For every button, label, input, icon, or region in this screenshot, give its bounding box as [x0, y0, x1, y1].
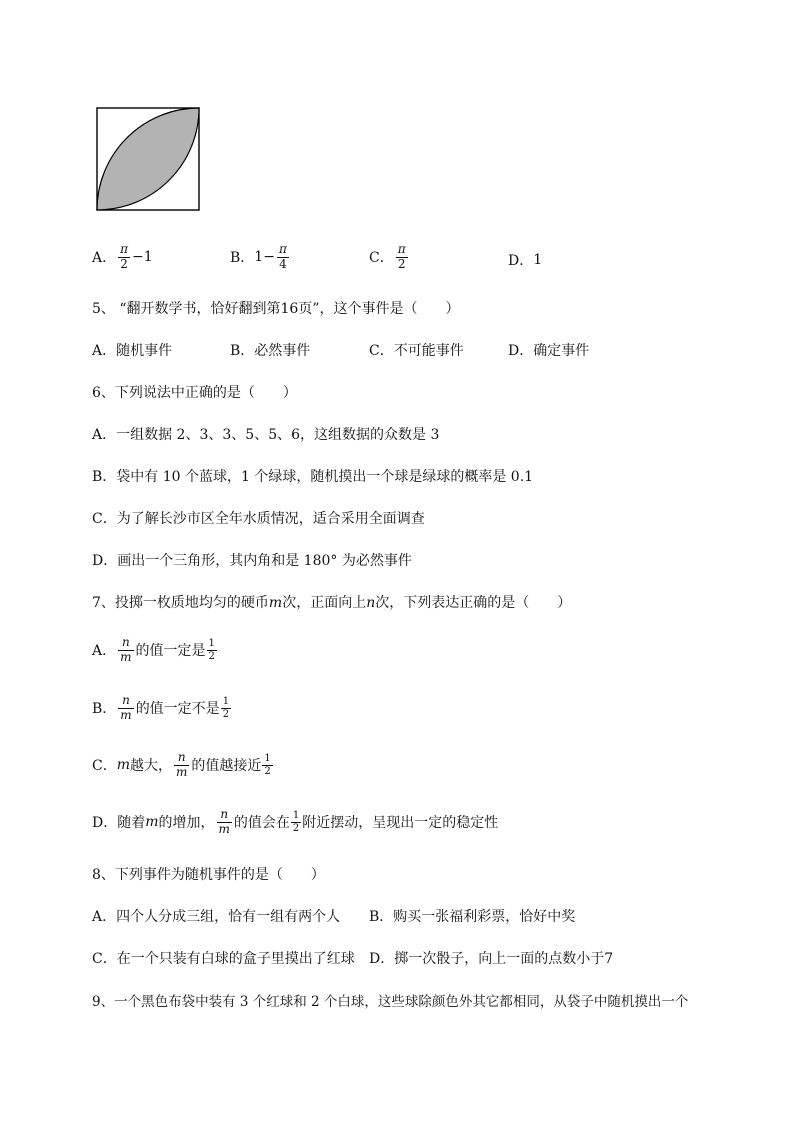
- q7-stem: 7、投掷一枚质地均匀的硬币m次，正面向上n次，下列表达正确的是（ ）: [92, 595, 572, 611]
- fraction-n-over-m: $\frac{n}{m}$: [218, 807, 230, 836]
- q7-option-c[interactable]: C． m 越大， $\frac{n}{m}$ 的值越接近 $\frac{1}{2}$: [92, 750, 271, 779]
- fraction-denominator: 2: [396, 257, 408, 272]
- fraction-half: $\frac{1}{2}$: [208, 638, 215, 662]
- fraction-denominator: 2: [118, 257, 130, 272]
- option-prefix: 1−: [254, 249, 275, 266]
- q4-option-c[interactable]: [369, 243, 410, 272]
- option-text: 1: [533, 252, 543, 268]
- fraction: [277, 243, 289, 272]
- option-letter: D．: [508, 253, 534, 269]
- q9-stem: 9、一个黑色布袋中装有 3 个红球和 2 个白球，这些球除颜色外其它都相同，从袋子中随机摸出一个: [92, 994, 689, 1010]
- fraction-half: $\frac{1}{2}$: [264, 753, 271, 777]
- option-suffix: −1: [132, 249, 153, 266]
- q8-stem: 8、下列事件为随机事件的是（ ）: [92, 867, 325, 883]
- fraction-numerator: π: [278, 242, 287, 256]
- option-letter: C．: [369, 250, 394, 267]
- q6-option-d[interactable]: D．画出一个三角形，其内角和是 180° 为必然事件: [92, 553, 412, 569]
- q4-option-a[interactable]: [92, 243, 153, 272]
- q5-option-c[interactable]: C．不可能事件: [369, 343, 464, 359]
- fraction-n-over-m: $\frac{n}{m}$: [120, 635, 132, 664]
- q8-option-a[interactable]: A．四个人分成三组，恰有一组有两个人: [92, 909, 341, 925]
- q6-option-b[interactable]: B．袋中有 10 个蓝球，1 个绿球，随机摸出一个球是绿球的概率是 0.1: [92, 469, 534, 485]
- fraction-half: $\frac{1}{2}$: [292, 810, 300, 834]
- fraction-n-over-m: $\frac{n}{m}$: [120, 693, 132, 722]
- var-m: m: [268, 595, 283, 611]
- q8-option-b[interactable]: B．购买一张福利彩票，恰好中奖: [369, 909, 576, 925]
- q8-option-c[interactable]: C．在一个只装有白球的盒子里摸出了红球: [92, 951, 355, 967]
- fraction-numerator: π: [120, 242, 129, 256]
- q6-stem: 6、下列说法中正确的是（ ）: [92, 385, 297, 401]
- option-letter: A．: [92, 250, 117, 267]
- q4-option-b[interactable]: [230, 243, 291, 272]
- q4-option-d[interactable]: [508, 250, 542, 270]
- option-letter: B．: [230, 250, 255, 267]
- fraction-half: $\frac{1}{2}$: [222, 696, 230, 720]
- q7-option-d[interactable]: D． 随着 m 的增加， $\frac{n}{m}$ 的值会在 $\frac{1}{2}$ 附近摆动，呈现出一定的稳定性: [92, 807, 499, 836]
- square-lens-figure: [96, 107, 200, 211]
- fraction-denominator: 4: [277, 257, 289, 272]
- fraction: [118, 243, 130, 272]
- q7-option-a[interactable]: A． $\frac{n}{m}$ 的值一定是 $\frac{1}{2}$: [92, 635, 215, 664]
- q5-option-d[interactable]: D．确定事件: [508, 343, 590, 359]
- q5-option-a[interactable]: A．随机事件: [92, 343, 173, 359]
- fraction: [396, 243, 408, 272]
- fraction-n-over-m: $\frac{n}{m}$: [176, 750, 188, 779]
- fraction-numerator: π: [397, 242, 406, 256]
- q6-option-c[interactable]: C．为了解长沙市区全年水质情况，适合采用全面调查: [92, 511, 425, 527]
- q8-option-d[interactable]: D．掷一次骰子，向上一面的点数小于7: [369, 951, 614, 967]
- q6-option-a[interactable]: A．一组数据 2、3、3、5、5、6，这组数据的众数是 3: [92, 427, 440, 443]
- q7-option-b[interactable]: B． $\frac{n}{m}$ 的值一定不是 $\frac{1}{2}$: [92, 693, 230, 722]
- var-n: n: [366, 595, 376, 611]
- q5-stem: 5、 “翻开数学书，恰好翻到第16页”，这个事件是（ ）: [92, 301, 460, 317]
- q5-option-b[interactable]: B．必然事件: [230, 343, 311, 359]
